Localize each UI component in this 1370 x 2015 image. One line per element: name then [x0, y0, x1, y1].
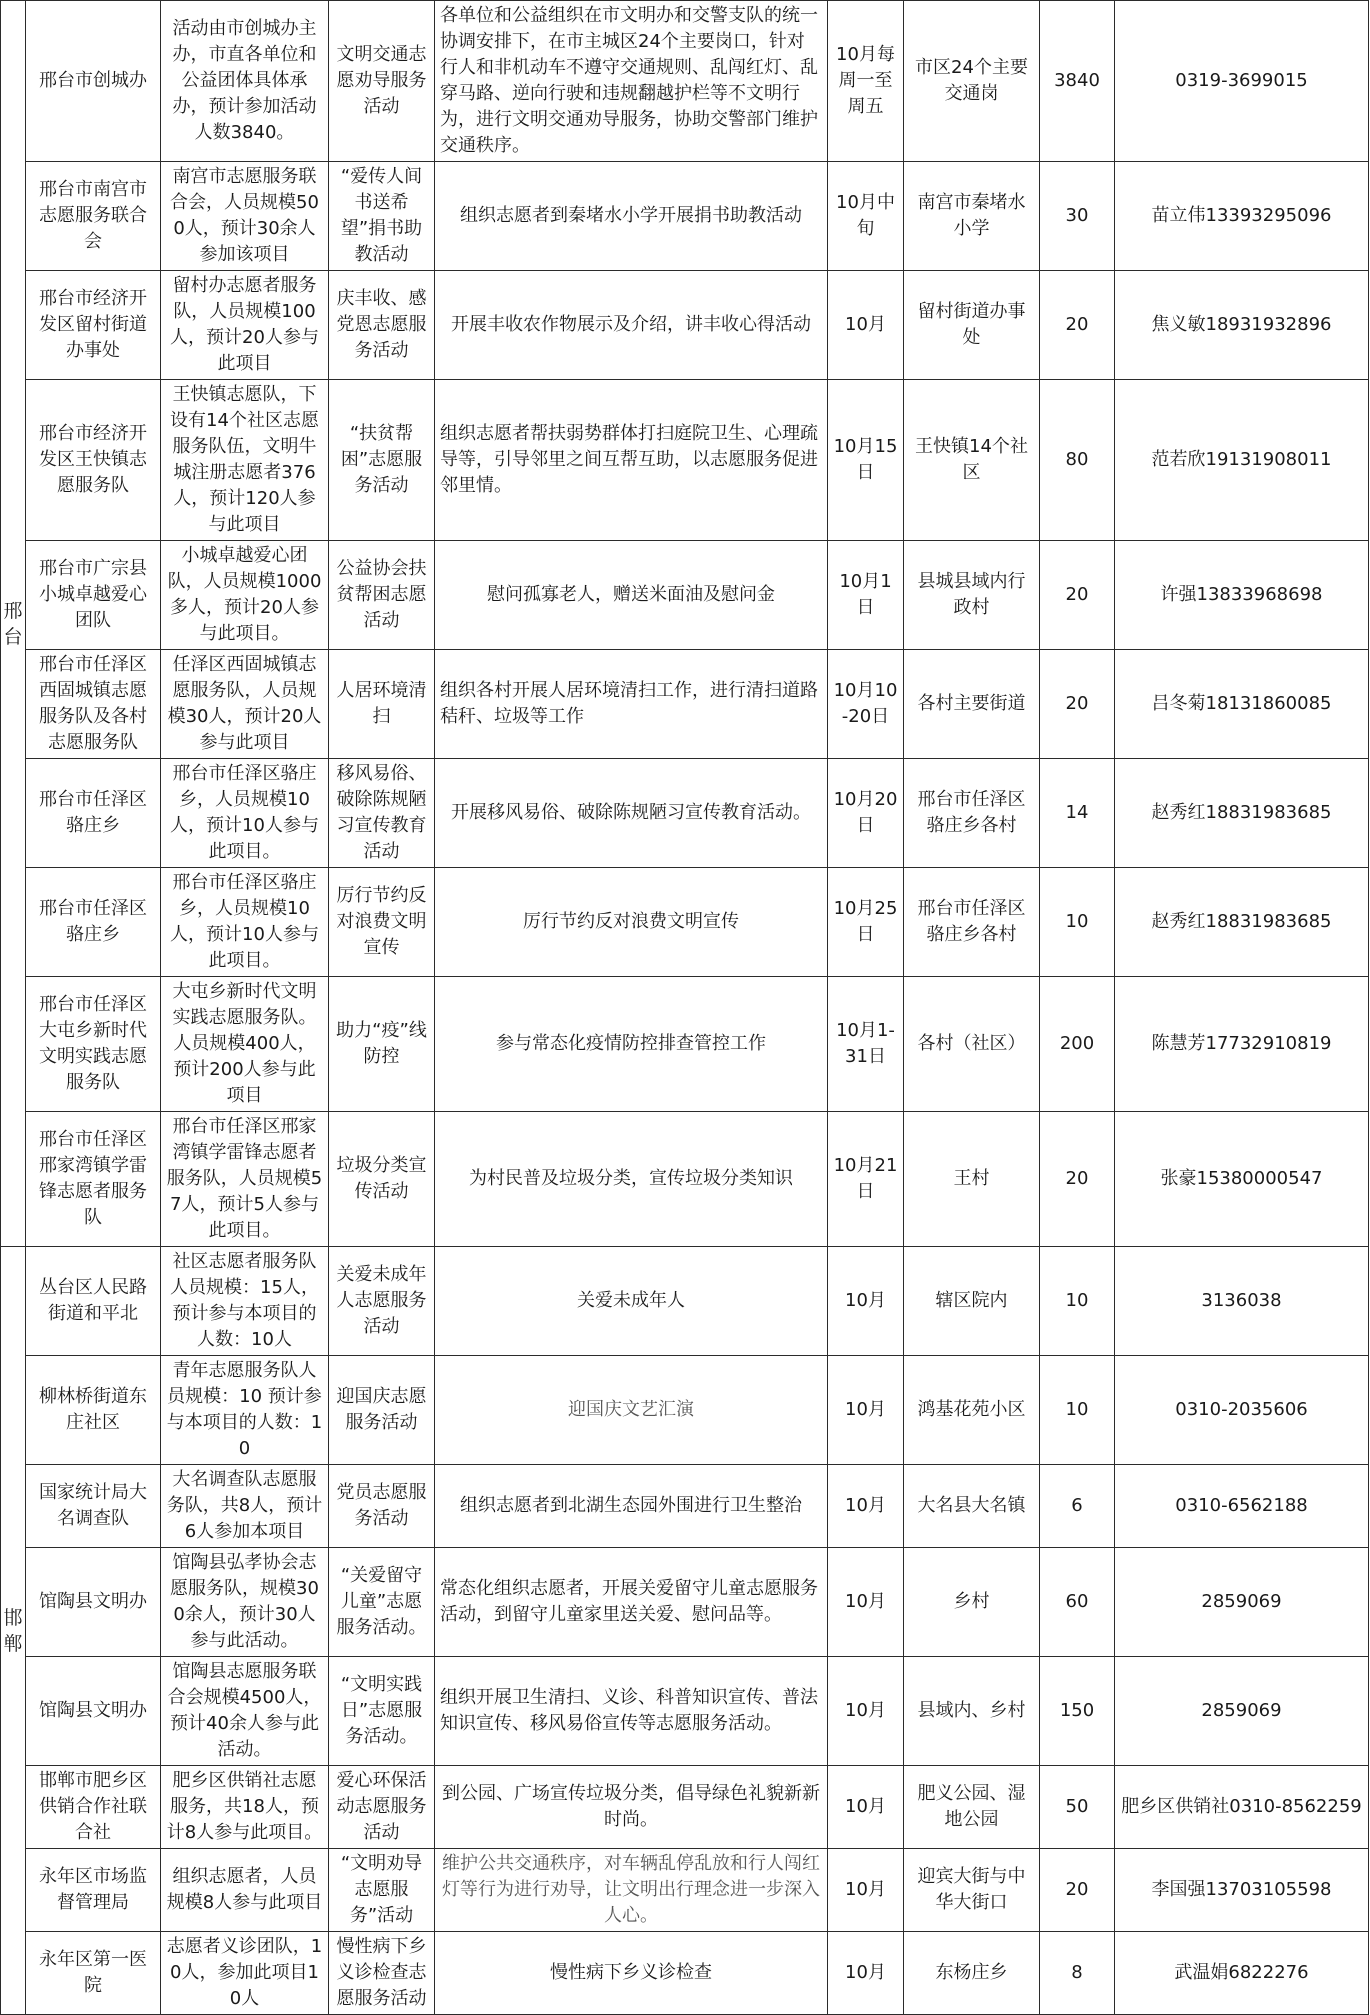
organization-cell: 馆陶县文明办 — [26, 1657, 161, 1766]
table-row — [1, 1657, 1369, 1766]
team-cell: 大屯乡新时代文明实践志愿服务队。人员规模400人，预计200人参与此项目 — [161, 977, 329, 1112]
time-cell: 10月 — [828, 1932, 904, 2015]
project-cell: 助力“疫”线防控 — [329, 977, 435, 1112]
content-cell: 组织志愿者到秦堵水小学开展捐书助教活动 — [435, 162, 828, 271]
contact-cell: 赵秀红18831983685 — [1115, 759, 1369, 868]
place-cell: 肥义公园、湿地公园 — [904, 1766, 1040, 1849]
content-cell: 迎国庆文艺汇演 — [435, 1356, 828, 1465]
participant-count-cell: 6 — [1040, 1465, 1115, 1548]
region-cell — [1, 1, 26, 1247]
content-cell: 组织开展卫生清扫、义诊、科普知识宣传、普法知识宣传、移风易俗宣传等志愿服务活动。 — [435, 1657, 828, 1766]
participant-count-cell: 80 — [1040, 380, 1115, 541]
organization-cell: 邢台市任泽区骆庄乡 — [26, 868, 161, 977]
project-cell: 文明交通志愿劝导服务活动 — [329, 1, 435, 162]
time-cell: 10月 — [828, 1849, 904, 1932]
organization-cell: 邢台市经济开发区留村街道办事处 — [26, 271, 161, 380]
content-cell: 关爱未成年人 — [435, 1247, 828, 1356]
participant-count-cell: 200 — [1040, 977, 1115, 1112]
place-cell: 邢台市任泽区骆庄乡各村 — [904, 759, 1040, 868]
participant-count-cell: 10 — [1040, 868, 1115, 977]
contact-cell: 0310-6562188 — [1115, 1465, 1369, 1548]
table-row — [1, 1849, 1369, 1932]
place-cell: 各村（社区） — [904, 977, 1040, 1112]
table-row — [1, 380, 1369, 541]
team-cell: 邢台市任泽区骆庄乡，人员规模10人，预计10人参与此项目。 — [161, 868, 329, 977]
table-row — [1, 1356, 1369, 1465]
contact-cell: 陈慧芳17732910819 — [1115, 977, 1369, 1112]
team-cell: 肥乡区供销社志愿服务，共18人，预计8人参与此项目。 — [161, 1766, 329, 1849]
team-cell: 邢台市任泽区邢家湾镇学雷锋志愿者服务队，人员规模57人，预计5人参与此项目。 — [161, 1112, 329, 1247]
place-cell: 王快镇14个社区 — [904, 380, 1040, 541]
table-row — [1, 162, 1369, 271]
content-cell: 参与常态化疫情防控排查管控工作 — [435, 977, 828, 1112]
content-cell: 组织各村开展人居环境清扫工作，进行清扫道路秸秆、垃圾等工作 — [435, 650, 828, 759]
content-cell: 慢性病下乡义诊检查 — [435, 1932, 828, 2015]
contact-cell: 焦义敏18931932896 — [1115, 271, 1369, 380]
organization-cell: 馆陶县文明办 — [26, 1548, 161, 1657]
table-row — [1, 1766, 1369, 1849]
project-cell: 垃圾分类宣传活动 — [329, 1112, 435, 1247]
time-cell: 10月每周一至周五 — [828, 1, 904, 162]
organization-cell: 丛台区人民路街道和平北 — [26, 1247, 161, 1356]
project-cell: “文明实践日”志愿服务活动。 — [329, 1657, 435, 1766]
organization-cell: 邢台市南宫市志愿服务联合会 — [26, 162, 161, 271]
team-cell: 组织志愿者，人员规模8人参与此项目 — [161, 1849, 329, 1932]
project-cell: 庆丰收、感党恩志愿服务活动 — [329, 271, 435, 380]
time-cell: 10月 — [828, 1548, 904, 1657]
team-cell: 任泽区西固城镇志愿服务队，人员规模30人，预计20人参与此项目 — [161, 650, 329, 759]
contact-cell: 3136038 — [1115, 1247, 1369, 1356]
content-cell: 组织志愿者帮扶弱势群体打扫庭院卫生、心理疏导等，引导邻里之间互帮互助，以志愿服务促进邻里情。 — [435, 380, 828, 541]
contact-cell: 吕冬菊18131860085 — [1115, 650, 1369, 759]
team-cell: 留村办志愿者服务队，人员规模100人，预计20人参与此项目 — [161, 271, 329, 380]
time-cell: 10月15日 — [828, 380, 904, 541]
project-cell: 移风易俗、破除陈规陋习宣传教育活动 — [329, 759, 435, 868]
project-cell: 党员志愿服务活动 — [329, 1465, 435, 1548]
place-cell: 迎宾大街与中华大街口 — [904, 1849, 1040, 1932]
time-cell: 10月1-31日 — [828, 977, 904, 1112]
content-cell: 维护公共交通秩序，对车辆乱停乱放和行人闯红灯等行为进行劝导，让文明出行理念进一步深入人心。 — [435, 1849, 828, 1932]
project-cell: 关爱未成年人志愿服务活动 — [329, 1247, 435, 1356]
project-cell: “扶贫帮困”志愿服务活动 — [329, 380, 435, 541]
project-cell: 厉行节约反对浪费文明宣传 — [329, 868, 435, 977]
content-cell: 到公园、广场宣传垃圾分类，倡导绿色礼貌新新时尚。 — [435, 1766, 828, 1849]
organization-cell: 国家统计局大名调查队 — [26, 1465, 161, 1548]
organization-cell: 柳林桥街道东庄社区 — [26, 1356, 161, 1465]
table-row — [1, 759, 1369, 868]
table-row — [1, 1, 1369, 162]
time-cell: 10月21日 — [828, 1112, 904, 1247]
time-cell: 10月25日 — [828, 868, 904, 977]
team-cell: 大名调查队志愿服务队，共8人，预计6人参加本项目 — [161, 1465, 329, 1548]
participant-count-cell: 3840 — [1040, 1, 1115, 162]
organization-cell: 邯郸市肥乡区供销合作社联合社 — [26, 1766, 161, 1849]
participant-count-cell: 150 — [1040, 1657, 1115, 1766]
team-cell: 活动由市创城办主办，市直各单位和公益团体具体承办，预计参加活动人数3840。 — [161, 1, 329, 162]
contact-cell: 许强13833968698 — [1115, 541, 1369, 650]
time-cell: 10月10-20日 — [828, 650, 904, 759]
place-cell: 市区24个主要交通岗 — [904, 1, 1040, 162]
content-cell: 开展丰收农作物展示及介绍，讲丰收心得活动 — [435, 271, 828, 380]
place-cell: 南宫市秦堵水小学 — [904, 162, 1040, 271]
team-cell: 馆陶县弘孝协会志愿服务队，规模300余人，预计30人参与此活动。 — [161, 1548, 329, 1657]
place-cell: 邢台市任泽区骆庄乡各村 — [904, 868, 1040, 977]
region-cell — [1, 1247, 26, 2015]
contact-cell: 赵秀红18831983685 — [1115, 868, 1369, 977]
place-cell: 留村街道办事处 — [904, 271, 1040, 380]
place-cell: 各村主要街道 — [904, 650, 1040, 759]
place-cell: 王村 — [904, 1112, 1040, 1247]
content-cell: 慰问孤寡老人，赠送米面油及慰问金 — [435, 541, 828, 650]
team-cell: 王快镇志愿队，下设有14个社区志愿服务队伍，文明牛城注册志愿者376人，预计120人参与此项目 — [161, 380, 329, 541]
team-cell: 社区志愿者服务队 人员规模：15人，预计参与本项目的人数：10人 — [161, 1247, 329, 1356]
place-cell: 鸿基花苑小区 — [904, 1356, 1040, 1465]
participant-count-cell: 20 — [1040, 271, 1115, 380]
contact-cell: 范若欣19131908011 — [1115, 380, 1369, 541]
content-cell: 开展移风易俗、破除陈规陋习宣传教育活动。 — [435, 759, 828, 868]
team-cell: 小城卓越爱心团队，人员规模1000多人，预计20人参与此项目。 — [161, 541, 329, 650]
team-cell: 南宫市志愿服务联合会，人员规模500人，预计30余人参加该项目 — [161, 162, 329, 271]
project-cell: 人居环境清扫 — [329, 650, 435, 759]
content-cell: 各单位和公益组织在市文明办和交警支队的统一协调安排下，在市主城区24个主要岗口，针对行人和非机动车不遵守交通规则、乱闯红灯、乱穿马路、逆向行驶和违规翻越护栏等不文明行为，进行文明交通劝导服务，协助交警部门维护交通秩序。 — [435, 1, 828, 162]
participant-count-cell: 14 — [1040, 759, 1115, 868]
contact-cell: 武温娟6822276 — [1115, 1932, 1369, 2015]
team-cell: 青年志愿服务队人员规模：10 预计参与本项目的人数：10 — [161, 1356, 329, 1465]
table-row — [1, 1465, 1369, 1548]
participant-count-cell: 50 — [1040, 1766, 1115, 1849]
content-cell: 组织志愿者到北湖生态园外围进行卫生整治 — [435, 1465, 828, 1548]
team-cell: 邢台市任泽区骆庄乡，人员规模10人，预计10人参与此项目。 — [161, 759, 329, 868]
contact-cell: 2859069 — [1115, 1657, 1369, 1766]
region-label: 邢台 — [3, 599, 23, 648]
project-cell: 慢性病下乡义诊检查志愿服务活动 — [329, 1932, 435, 2015]
participant-count-cell: 20 — [1040, 541, 1115, 650]
place-cell: 县域内、乡村 — [904, 1657, 1040, 1766]
organization-cell: 邢台市广宗县小城卓越爱心团队 — [26, 541, 161, 650]
project-cell: 迎国庆志愿服务活动 — [329, 1356, 435, 1465]
table-row — [1, 868, 1369, 977]
place-cell: 大名县大名镇 — [904, 1465, 1040, 1548]
organization-cell: 邢台市创城办 — [26, 1, 161, 162]
organization-cell: 邢台市任泽区邢家湾镇学雷锋志愿者服务队 — [26, 1112, 161, 1247]
participant-count-cell: 10 — [1040, 1356, 1115, 1465]
participant-count-cell: 20 — [1040, 650, 1115, 759]
time-cell: 10月20日 — [828, 759, 904, 868]
time-cell: 10月 — [828, 1766, 904, 1849]
contact-cell: 肥乡区供销社0310-8562259 — [1115, 1766, 1369, 1849]
time-cell: 10月 — [828, 1247, 904, 1356]
contact-cell: 2859069 — [1115, 1548, 1369, 1657]
place-cell: 东杨庄乡 — [904, 1932, 1040, 2015]
participant-count-cell: 20 — [1040, 1849, 1115, 1932]
table-row — [1, 271, 1369, 380]
time-cell: 10月 — [828, 1657, 904, 1766]
table-row — [1, 541, 1369, 650]
contact-cell: 0319-3699015 — [1115, 1, 1369, 162]
time-cell: 10月中旬 — [828, 162, 904, 271]
content-cell: 为村民普及垃圾分类，宣传垃圾分类知识 — [435, 1112, 828, 1247]
project-cell: “文明劝导志愿服务”活动 — [329, 1849, 435, 1932]
table-row — [1, 1548, 1369, 1657]
content-cell: 厉行节约反对浪费文明宣传 — [435, 868, 828, 977]
contact-cell: 0310-2035606 — [1115, 1356, 1369, 1465]
participant-count-cell: 8 — [1040, 1932, 1115, 2015]
organization-cell: 邢台市经济开发区王快镇志愿服务队 — [26, 380, 161, 541]
project-cell: “关爱留守儿童”志愿服务活动。 — [329, 1548, 435, 1657]
contact-cell: 张豪15380000547 — [1115, 1112, 1369, 1247]
time-cell: 10月 — [828, 271, 904, 380]
participant-count-cell: 10 — [1040, 1247, 1115, 1356]
project-cell: 爱心环保活动志愿服务活动 — [329, 1766, 435, 1849]
organization-cell: 邢台市任泽区西固城镇志愿服务队及各村志愿服务队 — [26, 650, 161, 759]
place-cell: 县城县域内行政村 — [904, 541, 1040, 650]
time-cell: 10月 — [828, 1465, 904, 1548]
project-cell: 公益协会扶贫帮困志愿活动 — [329, 541, 435, 650]
time-cell: 10月1日 — [828, 541, 904, 650]
organization-cell: 永年区市场监督管理局 — [26, 1849, 161, 1932]
participant-count-cell: 20 — [1040, 1112, 1115, 1247]
content-cell: 常态化组织志愿者，开展关爱留守儿童志愿服务活动，到留守儿童家里送关爱、慰问品等。 — [435, 1548, 828, 1657]
organization-cell: 永年区第一医院 — [26, 1932, 161, 2015]
table-row — [1, 1112, 1369, 1247]
participant-count-cell: 60 — [1040, 1548, 1115, 1657]
place-cell: 乡村 — [904, 1548, 1040, 1657]
table-row — [1, 1932, 1369, 2015]
project-cell: “爱传人间 书送希望”捐书助教活动 — [329, 162, 435, 271]
region-label: 邯郸 — [3, 1606, 23, 1655]
team-cell: 馆陶县志愿服务联合会规模4500人，预计40余人参与此活动。 — [161, 1657, 329, 1766]
team-cell: 志愿者义诊团队，10人，参加此项目10人 — [161, 1932, 329, 2015]
table-row — [1, 977, 1369, 1112]
participant-count-cell: 30 — [1040, 162, 1115, 271]
time-cell: 10月 — [828, 1356, 904, 1465]
contact-cell: 李国强13703105598 — [1115, 1849, 1369, 1932]
table-row — [1, 650, 1369, 759]
table-row — [1, 1247, 1369, 1356]
organization-cell: 邢台市任泽区骆庄乡 — [26, 759, 161, 868]
organization-cell: 邢台市任泽区大屯乡新时代文明实践志愿服务队 — [26, 977, 161, 1112]
contact-cell: 苗立伟13393295096 — [1115, 162, 1369, 271]
place-cell: 辖区院内 — [904, 1247, 1040, 1356]
